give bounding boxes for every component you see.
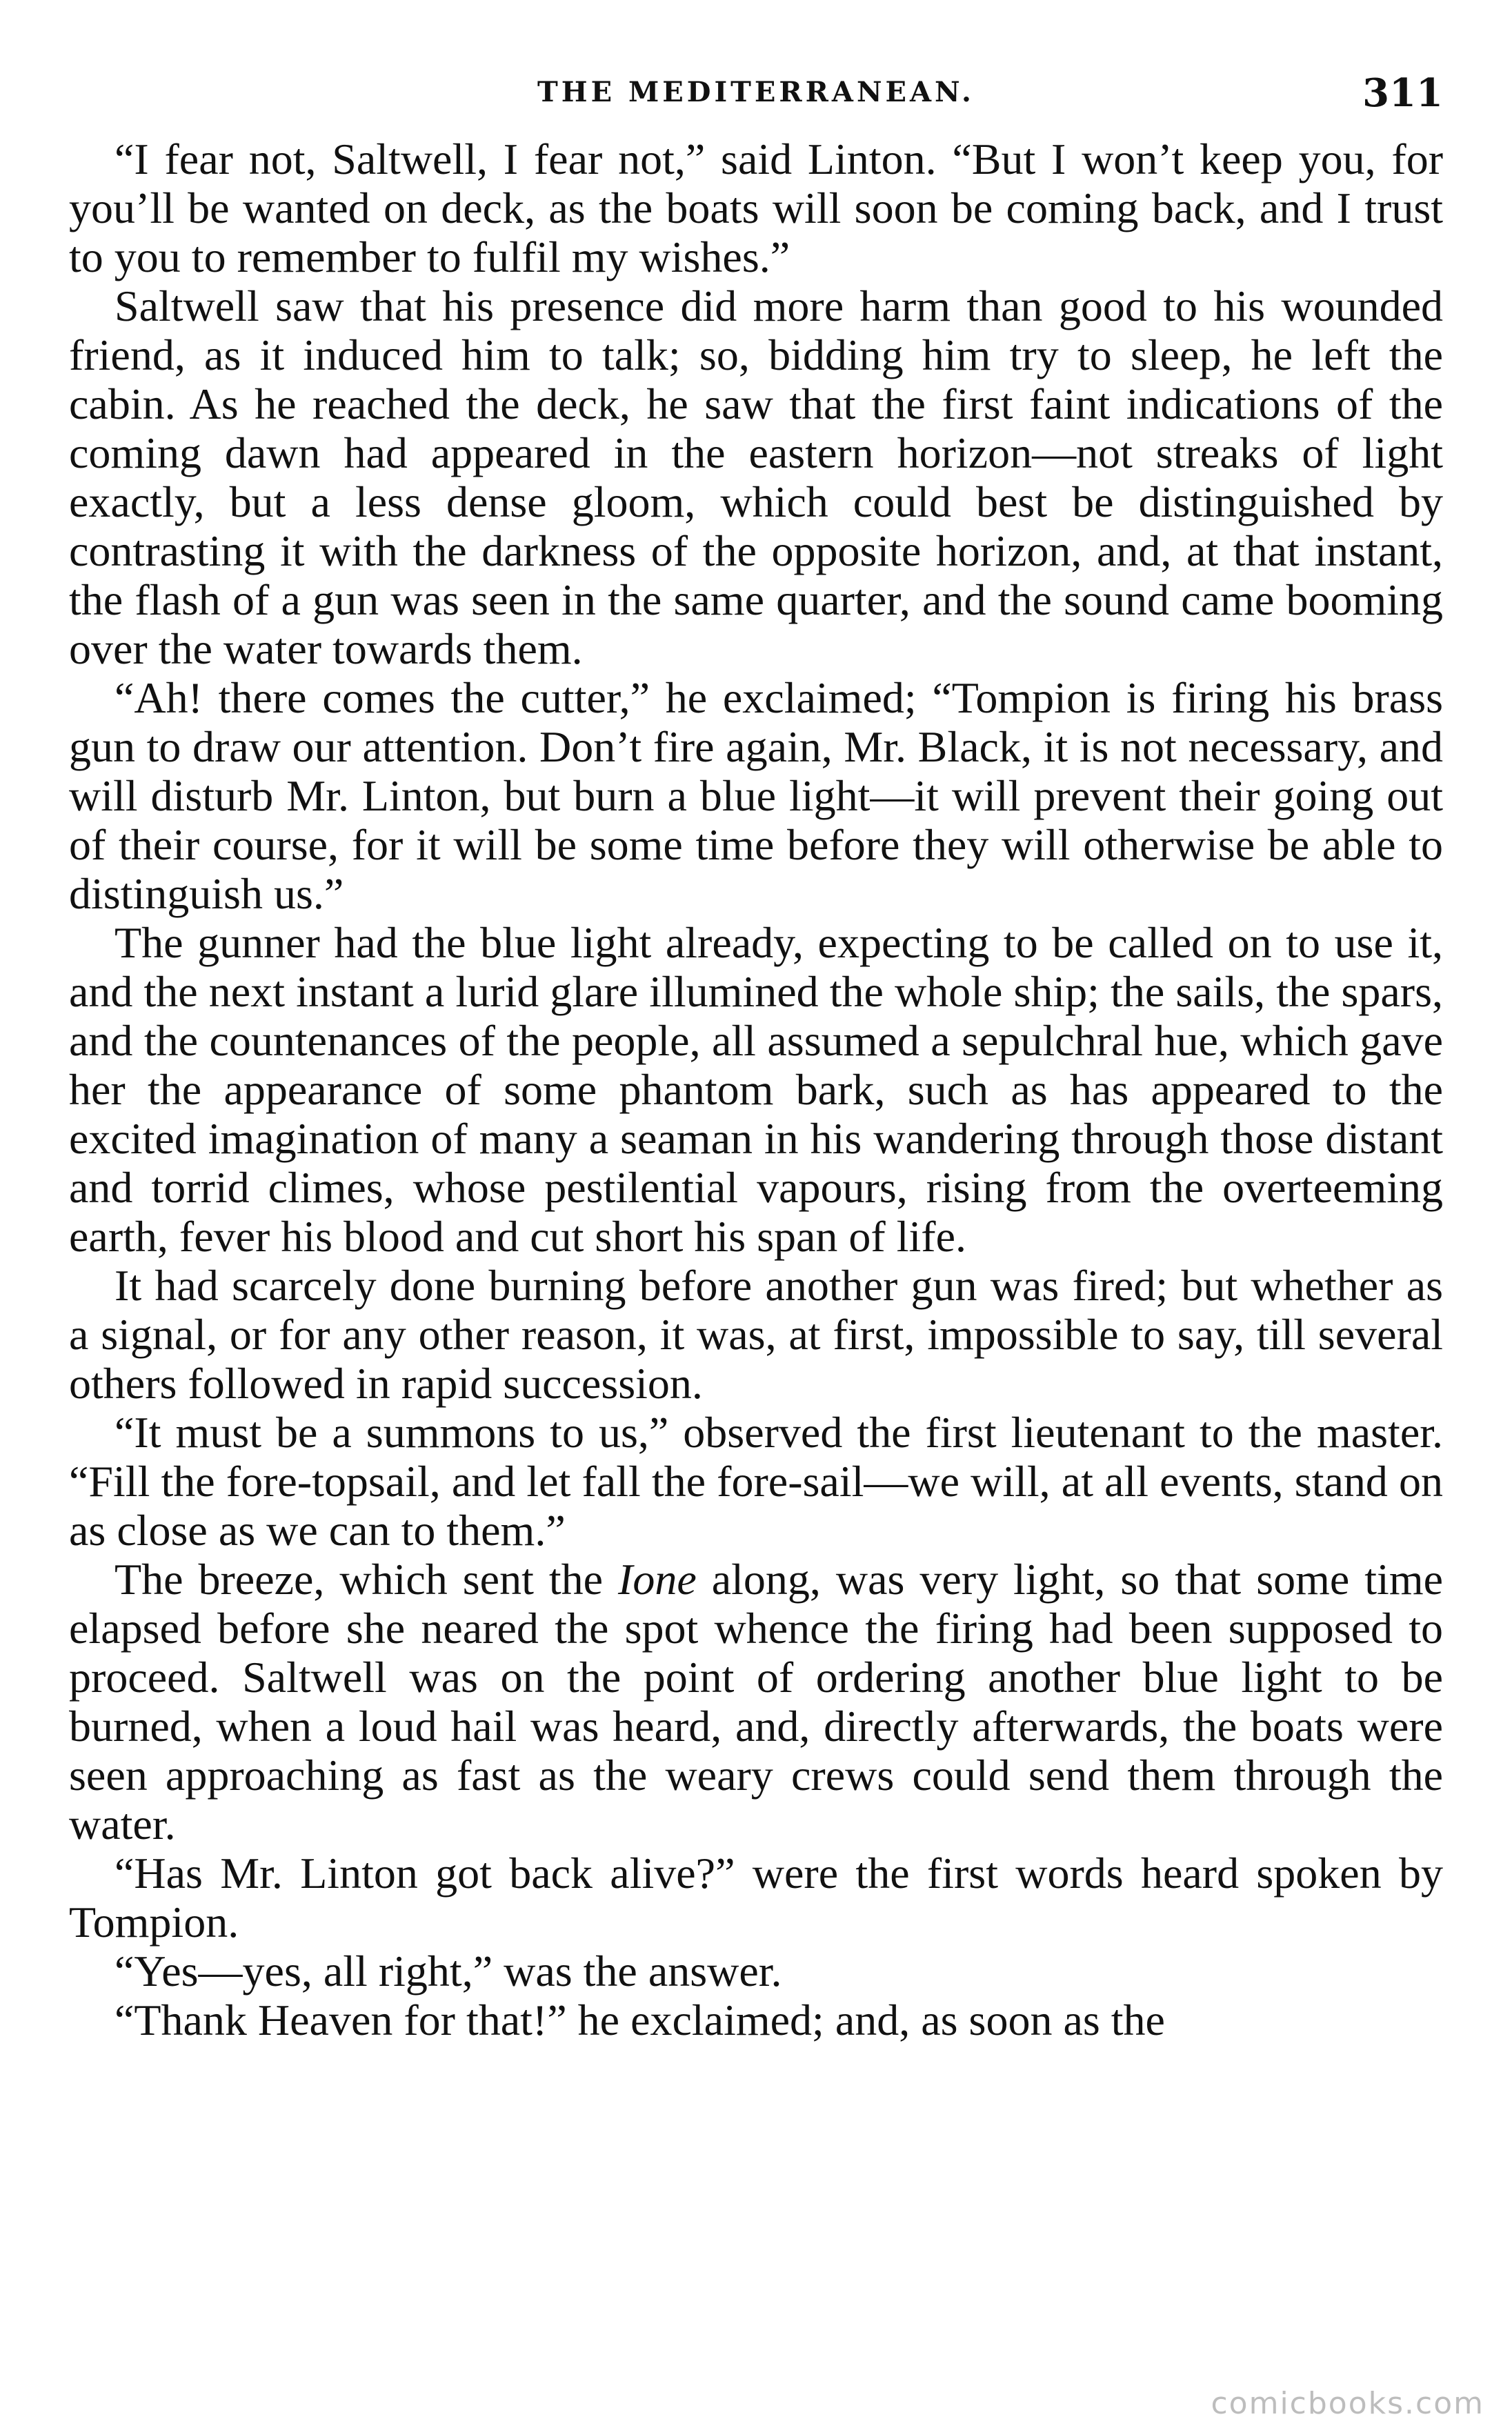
paragraph-2: Saltwell saw that his presence did more harm than good to his wounded friend, as it induced him to talk; so, bidding him try to sleep, he left the cabin. As he reached the deck, he saw that the first faint indications of the coming dawn had appeared in the eastern horizon—not streaks of light exactly, but a less dense gloom, which could best be distinguished by contrasting it with the darkness of the opposite horizon, and, at that instant, the flash of a gun was seen in the same quarter, and the sound came booming over the water towards them.	[69, 281, 1443, 673]
paragraph-5: It had scarcely done burning before another gun was fired; but whether as a signal, or for any other reason, it was, at first, impossible to say, till several others followed in rapid succession.	[69, 1261, 1443, 1408]
paragraph-7-end: along, was very light, so that some time elapsed before she neared the spot whence the firing had been supposed to proceed. Saltwell was on the point of ordering another blue light to be burned, when a loud hail was heard, and, directly afterwards, the boats were seen approaching as fast as the weary crews could send them through the water.	[69, 1555, 1444, 1849]
page-number: 311	[1362, 70, 1443, 116]
paragraph-1: “I fear not, Saltwell, I fear not,” said Linton. “But I won’t keep you, for you’ll be wanted on deck, as the boats will soon be coming back, and I trust to you to remember to fulfil my wishes.”	[69, 135, 1443, 281]
watermark: comicbooks.com	[1211, 2386, 1484, 2421]
paragraph-10: “Thank Heaven for that!” he exclaimed; and, as soon as the	[115, 1996, 1165, 2044]
running-header	[69, 28, 1443, 131]
paragraph-3: “Ah! there comes the cutter,” he exclaimed; “Tompion is firing his brass gun to draw our attention. Don’t fire again, Mr. Black, it is not necessary, and will disturb Mr. Linton, but burn a blue light—it will prevent their going out of their course, for it will be some time before they will otherwise be able to distinguish us.”	[69, 673, 1443, 918]
body-text	[69, 135, 1443, 2044]
paragraph-6: “It must be a summons to us,” observed the first lieutenant to the master. “Fill the fore-topsail, and let fall the fore-sail—we will, at all events, stand on as close as we can to them.”	[69, 1408, 1443, 1555]
paragraph-8: “Has Mr. Linton got back alive?” were the first words heard spoken by Tompion.	[69, 1849, 1443, 1947]
paragraph-9: “Yes—yes, all right,” was the answer.	[115, 1947, 782, 1996]
ship-name: Ione	[618, 1555, 697, 1604]
book-page	[69, 28, 1443, 2373]
paragraph-7	[69, 1555, 1443, 1849]
paragraph-7-start: The breeze, which sent the	[115, 1555, 618, 1604]
paragraph-4: The gunner had the blue light already, expecting to be called on to use it, and the next instant a lurid glare illumined the whole ship; the sails, the spars, and the countenances of the people, all assumed a sepulchral hue, which gave her the appearance of some phantom bark, such as has appeared to the excited imagination of many a seaman in his wandering through those distant and torrid climes, whose pestilential vapours, rising from the overteeming earth, fever his blood and cut short his span of life.	[69, 918, 1443, 1261]
running-title: THE MEDITERRANEAN.	[537, 76, 975, 108]
